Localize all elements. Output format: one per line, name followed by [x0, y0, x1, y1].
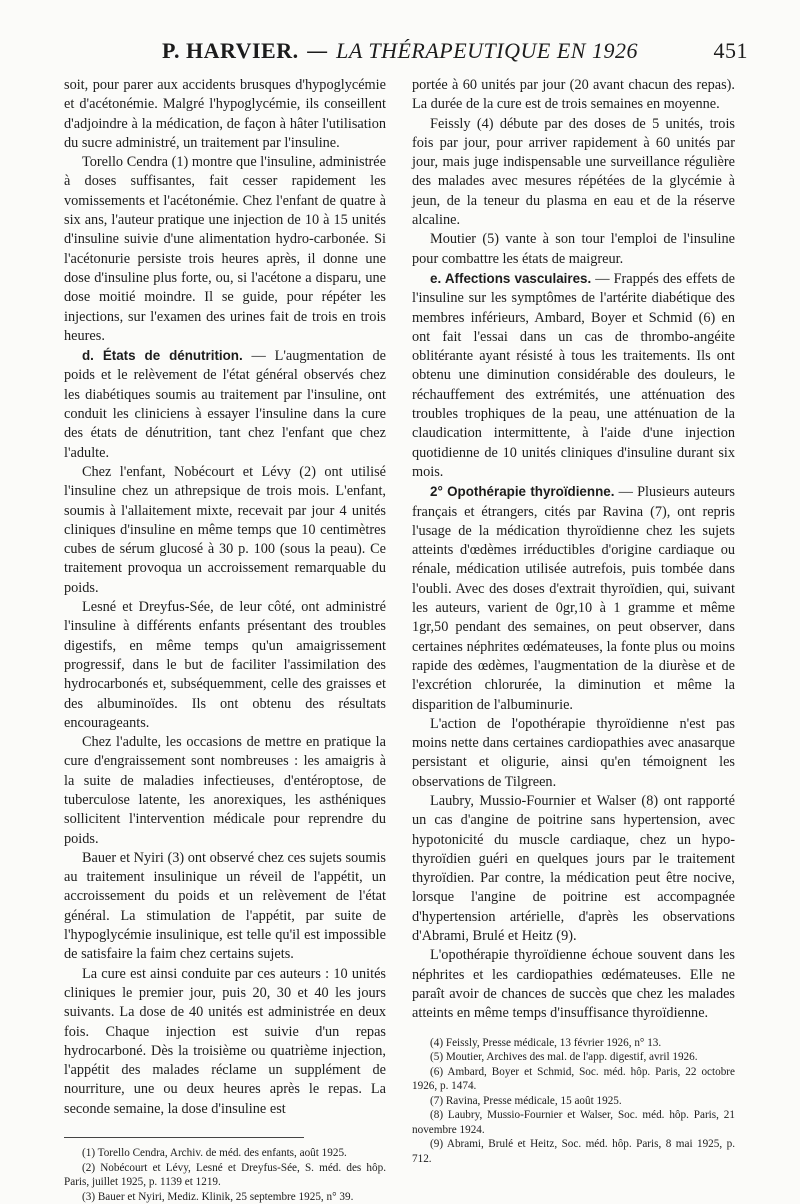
- paragraph: Feissly (4) débute par des doses de 5 unités, trois fois par jour, pour arriver rapidement à 60 unités par jour, mais juge indispensable une surveillance régulière des malades avec mesures répétées de la glycémie à jeun, de la teneur du plasma en eau et de la réserve alcaline.: [412, 115, 735, 229]
- footnote: (3) Bauer et Nyiri, Mediz. Klinik, 25 septembre 1925, n° 39.: [82, 1190, 354, 1203]
- paragraph: Moutier (5) vante à son tour l'emploi de l'insuline pour combattre les états de maigreur.: [412, 231, 735, 267]
- footnote: (5) Moutier, Archives des mal. de l'app. digestif, avril 1926.: [430, 1051, 698, 1064]
- section-e-paragraph: [412, 269, 735, 482]
- header-title: LA THÉRAPEUTIQUE EN 1926: [336, 38, 638, 63]
- section-2-paragraph: [412, 482, 735, 715]
- left-column: [64, 76, 386, 1204]
- footnote: (6) Ambard, Boyer et Schmid, Soc. méd. hôp. Paris, 22 octobre 1926, p. 1474.: [412, 1065, 735, 1093]
- paragraph: Laubry, Mussio-Fournier et Walser (8) ont rapporté un cas d'angine de poitrine sans hypertension, avec hypotonicité du muscle cardiaque, chez un hypo-thyroïdien guéri en quelques jours par le traitement thyroïdien. Par contre, la médication peut être nocive, lorsque l'angine de poitrine est accompagnée d'hypertension artérielle, d'après les observations d'Abrami, Brulé et Heitz (9).: [412, 792, 735, 945]
- running-header: [0, 38, 800, 68]
- section-d-text: — L'augmentation de poids et le relèvement de l'état général observés chez les diabétiques soumis au traitement par l'insuline, ont conduit les cliniciens à essayer l'insuline dans la cure des états de dénutrition, tant chez l'enfant que chez l'adulte.: [64, 348, 386, 461]
- section-2-text: — Plusieurs auteurs français et étrangers, cités par Ravina (7), ont repris l'usage de la médication thyroïdienne chez les sujets atteints d'œdèmes irréductibles d'origine cardiaque ou rénale, médication utilisée autrefois, puis tombée dans l'oubli. Avec des doses d'extrait thyroïdien, qui, suivant les auteurs, varient de 0gr,10 à 1 gramme et même 1gr,50 pendant des semaines, on peut observer, dans certaines néphrites œdémateuses, la fonte plus ou moins rapide des œdèmes, l'augmentation de la diurèse et de l'excrétion chlorurée, la diminution et même la disparition de l'albuminurie.: [412, 484, 735, 713]
- paragraph: La cure est ainsi conduite par ces auteurs : 10 unités cliniques le premier jour, puis 20, 30 et 40 les jours suivants. La dose de 40 unités est administrée en deux fois. Chaque injection est suivie d'un repas hydrocarboné. Dès la troisième ou quatrième injection, l'appétit des malades réclame un supplément de nourriture, une ou deux heures après le repas. La seconde semaine, la dose d'insuline est: [64, 965, 386, 1117]
- paragraph: Chez l'enfant, Nobécourt et Lévy (2) ont utilisé l'insuline chez un athrepsique de trois mois. L'enfant, soumis à l'allaitement mixte, recevait par jour 4 unités cliniques d'insuline en même temps que 10 centimètres cubes de sérum glucosé à 30 p. 100 (sous la peau). Ce traitement provoqua un accroissement remarquable du poids.: [64, 463, 386, 596]
- right-footnotes: [412, 1036, 735, 1167]
- paragraph: Lesné et Dreyfus-Sée, de leur côté, ont administré l'insuline à différents enfants présentant des troubles digestifs, en même temps qu'un amaigrissement progressif, dans le but de faciliter l'assimilation des hydrocarbonés et, subséquemment, celle des graisses et des albuminoïdes. Ils ont obtenu des résultats encourageants.: [64, 599, 386, 731]
- footnote: (8) Laubry, Mussio-Fournier et Walser, Soc. méd. hôp. Paris, 21 novembre 1924.: [412, 1109, 735, 1136]
- footnote: (1) Torello Cendra, Archiv. de méd. des enfants, août 1925.: [82, 1147, 347, 1160]
- header-author: P. HARVIER.: [162, 38, 299, 63]
- section-d-paragraph: [64, 346, 386, 463]
- footnote: (4) Feissly, Presse médicale, 13 février 1926, n° 13.: [430, 1036, 662, 1049]
- footnote-divider: [64, 1137, 304, 1138]
- paragraph: soit, pour parer aux accidents brusques d'hypoglycémie et d'acétonémie. Malgré l'hypoglycémie, ils conseillent d'adjoindre à la médication, de façon à hâter l'utilisation du sucre administré, un traitement par l'insuline.: [64, 77, 386, 151]
- footnote: (7) Ravina, Presse médicale, 15 août 1925.: [430, 1094, 622, 1107]
- section-e-heading: e. Affections vasculaires.: [430, 270, 592, 286]
- right-column: [412, 76, 735, 1166]
- footnote: (9) Abrami, Brulé et Heitz, Soc. méd. hôp. Paris, 8 mai 1925, p. 712.: [412, 1138, 735, 1165]
- paragraph: L'opothérapie thyroïdienne échoue souvent dans les néphrites et les cardiopathies œdémateuses. Elle ne paraît avoir de chances de succès que chez les malades atteints en même temps d'insuffisance thyroïdienne.: [412, 947, 735, 1022]
- paragraph: Bauer et Nyiri (3) ont observé chez ces sujets soumis au traitement insulinique un réveil de l'appétit, un accroissement du poids et un relèvement de l'état général. La stimulation de l'appétit, par suite de l'hypoglycémie insulinique, est telle qu'il est impossible de satisfaire la faim chez certains sujets.: [64, 849, 386, 963]
- page-number: 451: [713, 38, 748, 63]
- paragraph: portée à 60 unités par jour (20 avant chacun des repas). La durée de la cure est de trois semaines en moyenne.: [412, 77, 735, 113]
- footnote: (2) Nobécourt et Lévy, Lesné et Dreyfus-Sée, S. méd. des hôp. Paris, juillet 1925, p. 1139 et 1219.: [64, 1161, 386, 1189]
- section-e-text: — Frappés des effets de l'insuline sur les symptômes de l'artérite diabétique des membres inférieurs, Ambard, Boyer et Schmid (6) en ont fait l'essai dans un cas de thrombo-angéite oblitérante ayant résisté à tous les traitements. Ils ont obtenu une diminution considérable des douleurs, le réchauffement des extrémités, une atténuation des troubles trophiques de la peau, une atténuation de la claudication intermittente, à l'aide d'une injection quotidienne de 10 unités cliniques d'insuline durant six mois.: [412, 270, 735, 480]
- section-2-heading: 2° Opothérapie thyroïdienne.: [430, 484, 615, 500]
- paragraph: L'action de l'opothérapie thyroïdienne n'est pas moins nette dans certaines cardiopathies avec anasarque persistant et oligurie, ainsi qu'en témoignent les observations de Tilgreen.: [412, 715, 735, 790]
- left-footnotes: [64, 1146, 386, 1204]
- section-d-heading: d. États de dénutrition.: [82, 348, 243, 364]
- header-dash: —: [298, 39, 337, 64]
- paragraph: Chez l'adulte, les occasions de mettre en pratique la cure d'engraissement sont nombreuses : les amaigris à la suite de maladies infectieuses, d'entéroptose, de tuberculose latente, les anorexiques, les asthéniques sollicitent l'intervention médicale pour reprendre du poids.: [64, 734, 386, 847]
- paragraph: Torello Cendra (1) montre que l'insuline, administrée à doses suffisantes, fait cesser rapidement les vomissements et l'acétonémie. Chez l'enfant de quatre à six ans, l'auteur pratique une injection de 10 à 15 unités d'insuline suivie d'une alimentation hydro-carbonée. Si l'acétonurie persiste trois heures après, il donne une dose d'insuline plus forte, ou, si l'acétone a disparu, une dose moitié moindre. Il se guide, pour répéter les injections, sur l'examen des urines fait de trois en trois heures.: [64, 154, 386, 344]
